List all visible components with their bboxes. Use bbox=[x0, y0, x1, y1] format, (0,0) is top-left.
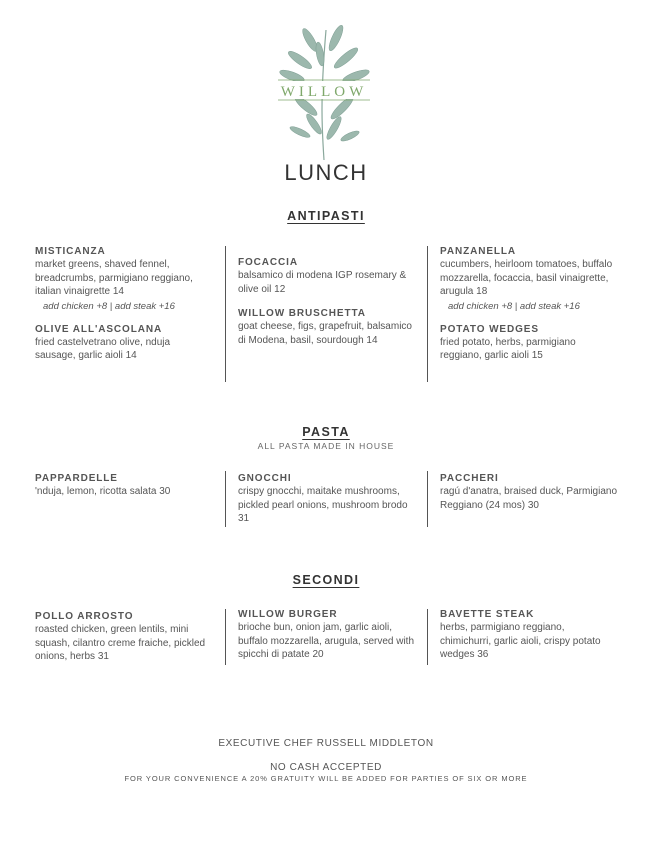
logo-text: WILLOW bbox=[280, 84, 368, 100]
item-description: fried potato, herbs, parmigiano reggiano, garlic aioli 15 bbox=[440, 336, 576, 361]
gratuity-notice: FOR YOUR CONVENIENCE A 20% GRATUITY WILL BE ADDED FOR PARTIES OF SIX OR MORE bbox=[124, 774, 528, 783]
secondi-column-2 bbox=[238, 609, 416, 674]
item-description: roasted chicken, green lentils, mini squash, cilantro creme fraiche, pickled onions, herbs 31 bbox=[35, 624, 206, 662]
menu-item bbox=[35, 611, 213, 664]
section-title-pasta: PASTA bbox=[302, 425, 350, 439]
menu-item bbox=[238, 473, 416, 526]
column-divider bbox=[427, 471, 428, 527]
pasta-column-2 bbox=[238, 473, 416, 538]
item-description: brioche bun, onion jam, garlic aioli, buffalo mozzarella, arugula, served with spicchi di patate 20 bbox=[238, 622, 415, 660]
section-title-secondi: SECONDI bbox=[292, 573, 360, 587]
item-name: FOCACCIA bbox=[238, 257, 298, 268]
no-cash-notice: NO CASH ACCEPTED bbox=[270, 762, 382, 773]
menu-item bbox=[35, 473, 213, 499]
section-subtitle-pasta: ALL PASTA MADE IN HOUSE bbox=[257, 441, 395, 451]
section-title-antipasti: ANTIPASTI bbox=[287, 209, 365, 223]
item-name: POTATO WEDGES bbox=[440, 323, 539, 335]
menu-item bbox=[440, 473, 618, 512]
executive-chef: EXECUTIVE CHEF RUSSELL MIDDLETON bbox=[218, 738, 434, 749]
secondi-column-1 bbox=[35, 611, 213, 676]
menu-item bbox=[440, 324, 618, 363]
menu-item bbox=[440, 246, 618, 312]
item-name: PACCHERI bbox=[440, 473, 499, 484]
item-addons: add chicken +8 | add steak +16 bbox=[43, 300, 175, 312]
column-divider bbox=[427, 246, 428, 382]
item-description: ragú d'anatra, braised duck, Parmigiano Reggiano (24 mos) 30 bbox=[440, 486, 618, 511]
menu-item bbox=[35, 246, 213, 312]
item-description: goat cheese, figs, grapefruit, balsamico di Modena, basil, sourdough 14 bbox=[238, 321, 412, 346]
item-name: POLLO ARROSTO bbox=[35, 611, 134, 622]
item-description: market greens, shaved fennel, breadcrumbs, parmigiano reggiano, italian vinaigrette 14 bbox=[35, 259, 193, 297]
antipasti-column-2 bbox=[238, 257, 416, 359]
pasta-column-3 bbox=[440, 473, 618, 524]
menu-item bbox=[238, 308, 416, 347]
antipasti-column-1 bbox=[35, 246, 213, 375]
item-description: crispy gnocchi, maitake mushrooms, pickled pearl onions, mushroom brodo 31 bbox=[238, 486, 408, 524]
column-divider bbox=[225, 471, 226, 527]
item-name: PANZANELLA bbox=[440, 246, 517, 257]
antipasti-column-3 bbox=[440, 246, 618, 375]
item-description: 'nduja, lemon, ricotta salata 30 bbox=[35, 486, 171, 497]
item-name: GNOCCHI bbox=[238, 473, 292, 484]
item-name: MISTICANZA bbox=[35, 246, 106, 257]
item-description: fried castelvetrano olive, nduja sausage, garlic aioli 14 bbox=[35, 336, 171, 361]
column-divider bbox=[427, 609, 428, 665]
item-description: cucumbers, heirloom tomatoes, buffalo mozzarella, focaccia, basil vinaigrette, arugula 18 bbox=[440, 259, 613, 297]
column-divider bbox=[225, 609, 226, 665]
column-divider bbox=[225, 246, 226, 382]
item-name: BAVETTE STEAK bbox=[440, 609, 535, 620]
item-name: OLIVE ALL'ASCOLANA bbox=[35, 323, 163, 335]
item-description: balsamico di modena IGP rosemary & olive oil 12 bbox=[238, 270, 407, 295]
menu-item bbox=[440, 609, 618, 662]
item-addons: add chicken +8 | add steak +16 bbox=[448, 300, 580, 312]
menu-item bbox=[35, 324, 213, 363]
item-name: PAPPARDELLE bbox=[35, 473, 118, 484]
pasta-column-1 bbox=[35, 473, 213, 511]
menu-item bbox=[238, 609, 416, 662]
menu-title: LUNCH bbox=[284, 160, 368, 185]
menu-item bbox=[238, 257, 416, 296]
item-name: WILLOW BRUSCHETTA bbox=[238, 308, 366, 319]
item-description: herbs, parmigiano reggiano, chimichurri, garlic aioli, crispy potato wedges 36 bbox=[440, 622, 601, 660]
secondi-column-3 bbox=[440, 609, 618, 674]
item-name: WILLOW BURGER bbox=[238, 609, 338, 620]
